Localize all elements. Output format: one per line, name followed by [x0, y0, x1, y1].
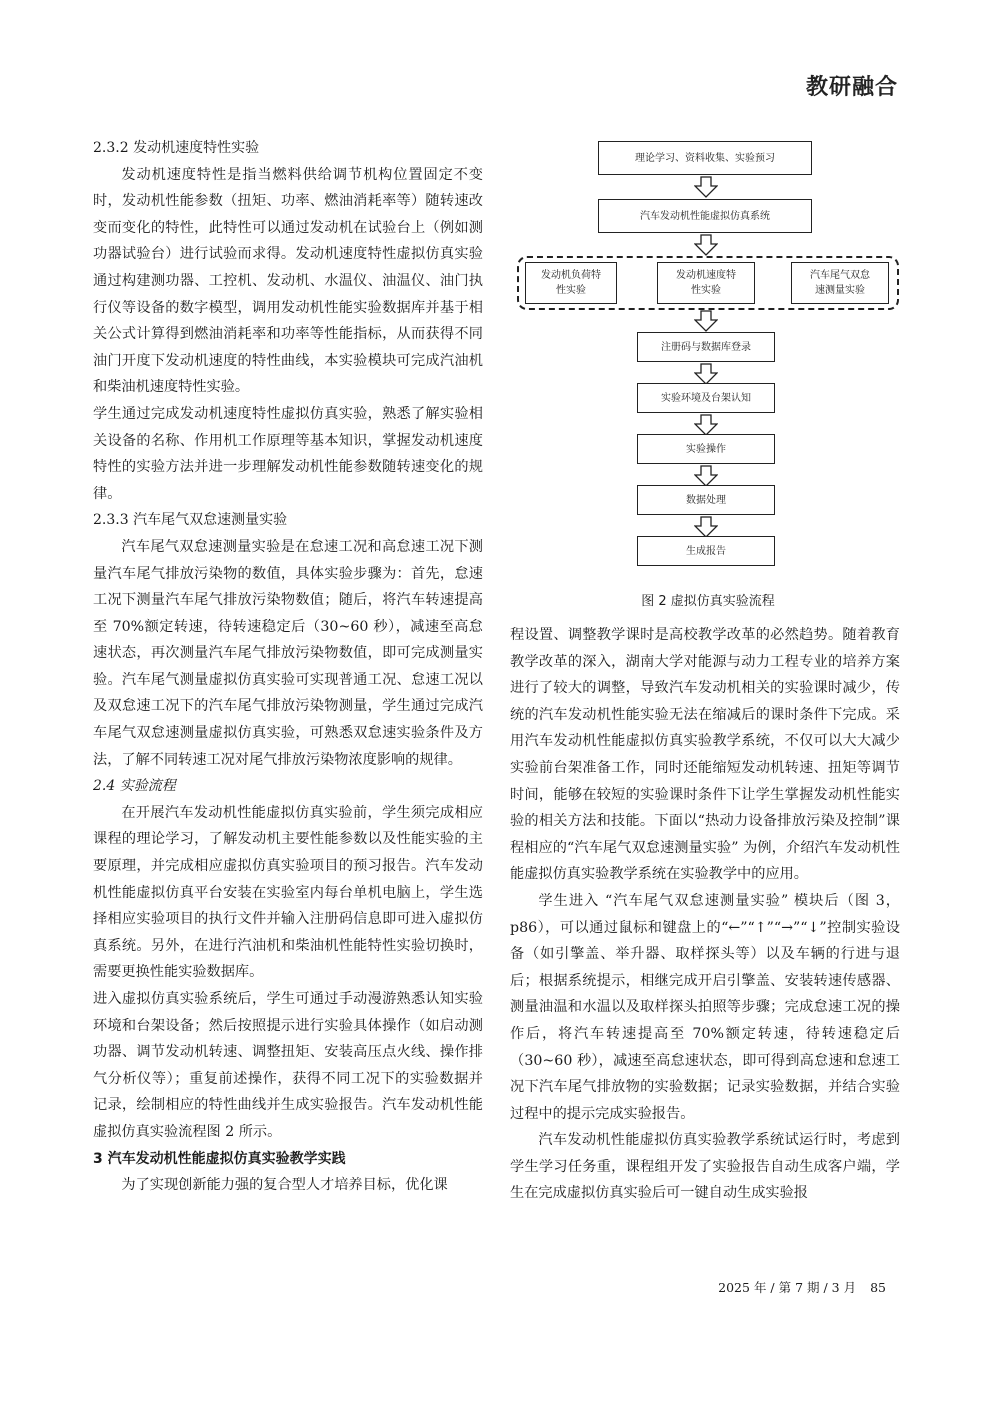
- paragraph: 汽车尾气双怠速测量实验是在怠速工况和高怠速工况下测量汽车尾气排放污染物的数值，具体实验步骤为：首先，怠速工况下测量汽车尾气排放污染物数值；随后，将汽车转速提高至 70%额定转速，待转速稳定后（30~60 秒），减速至高怠速状态，再次测量汽车尾气排放污染物数值，即可完成测量实验。汽车尾气测量虚拟仿真实验可实现普通工况、怠速工况以及双怠速工况下的汽车尾气排放污染物测量，学生通过完成汽车尾气双怠速测量虚拟仿真实验，可熟悉双怠速实验条件及方法，了解不同转速工况对尾气排放污染物浓度影响的规律。: [93, 538, 483, 768]
- page-footer: [718, 1278, 886, 1296]
- page-number: 85: [870, 1280, 886, 1295]
- flow-step-operation: 实验操作: [637, 434, 775, 464]
- flow-branch-exhaust: 汽车尾气双怠 速测量实验: [791, 262, 889, 304]
- flow-step-environment: 实验环境及台架认知: [637, 383, 775, 413]
- paragraph: 为了实现创新能力强的复合型人才培养目标，优化课: [121, 1177, 448, 1194]
- left-column: [93, 135, 483, 1199]
- flow-step-system: 汽车发动机性能虚拟仿真系统: [598, 199, 812, 233]
- flow-branch-load: 发动机负荷特 性实验: [525, 262, 617, 304]
- flow-step-study: 理论学习、资料收集、实验预习: [598, 141, 812, 175]
- flowchart: [513, 130, 903, 590]
- down-arrow-icon: [694, 310, 718, 332]
- heading-3: 3 汽车发动机性能虚拟仿真实验教学实践: [93, 1150, 346, 1167]
- heading-2-3-3: 2.3.3 汽车尾气双怠速测量实验: [93, 512, 288, 529]
- flow-step-login: 注册码与数据库登录: [637, 332, 775, 362]
- paragraph: 汽车发动机性能虚拟仿真实验教学系统试运行时，考虑到学生学习任务重，课程组开发了实验报告自动生成客户端，学生在完成虚拟仿真实验后可一键自动生成实验报: [510, 1132, 900, 1202]
- down-arrow-icon: [694, 176, 718, 198]
- paragraph: 学生通过完成发动机速度特性虚拟仿真实验，熟悉了解实验相关设备的名称、作用机工作原理等基本知识，掌握发动机速度特性的实验方法并进一步理解发动机性能参数随转速变化的规律。: [93, 405, 483, 502]
- paragraph: 发动机速度特性是指当燃料供给调节机构位置固定不变时，发动机性能参数（扭矩、功率、燃油消耗率等）随转速改变而变化的特性，此特性可以通过发动机在试验台上（例如测功器试验台）进行试验而求得。发动机速度特性虚拟仿真实验通过构建测功器、工控机、发动机、水温仪、油温仪、油门执行仪等设备的数字模型，调用发动机性能实验数据库并基于相关公式计算得到燃油消耗率和功率等性能指标，从而获得不同油门开度下发动机速度的特性曲线，本实验模块可完成汽油机和柴油机速度特性实验。: [93, 166, 483, 396]
- heading-2-4: 2.4 实验流程: [93, 778, 176, 795]
- right-column: [510, 622, 900, 1207]
- heading-2-3-2: 2.3.2 发动机速度特性实验: [93, 140, 260, 156]
- down-arrow-icon: [694, 414, 718, 436]
- paragraph: 进入虚拟仿真实验系统后，学生可通过手动漫游熟悉认知实验环境和台架设备；然后按照提示进行实验具体操作（如启动测功器、调节发动机转速、调整扭矩、安装高压点火线、操作排气分析仪等）；重复前述操作，获得不同工况下的实验数据并记录，绘制相应的特性曲线并生成实验报告。汽车发动机性能虚拟仿真实验流程图 2 所示。: [93, 991, 483, 1140]
- paragraph: 程设置、调整教学课时是高校教学改革的必然趋势。随着教育教学改革的深入，湖南大学对能源与动力工程专业的培养方案进行了较大的调整，导致汽车发动机相关的实验课时减少，传统的汽车发动机性能实验无法在缩减后的课时条件下完成。采用汽车发动机性能虚拟仿真实验教学系统，不仅可以大大减少实验前台架准备工作，同时还能缩短发动机转速、扭矩等调节时间，能够在较短的实验课时条件下让学生掌握发动机性能实验的相关方法和技能。下面以“热动力设备排放污染及控制”课程相应的“汽车尾气双怠速测量实验” 为例，介绍汽车发动机性能虚拟仿真实验教学系统在实验教学中的应用。: [510, 627, 900, 883]
- issue-info: 2025 年 / 第 7 期 / 3 月: [718, 1280, 857, 1295]
- down-arrow-icon: [694, 234, 718, 256]
- down-arrow-icon: [694, 516, 718, 538]
- figure-caption: 图 2 虚拟仿真实验流程: [641, 594, 775, 609]
- paragraph: 在开展汽车发动机性能虚拟仿真实验前，学生须完成相应课程的理论学习，了解发动机主要性能参数以及性能实验的主要原理，并完成相应虚拟仿真实验项目的预习报告。汽车发动机性能虚拟仿真平台安装在实验室内每台单机电脑上，学生选择相应实验项目的执行文件并输入注册码信息即可进入虚拟仿真系统。另外，在进行汽油机和柴油机性能特性实验切换时，需要更换性能实验数据库。: [93, 804, 483, 981]
- down-arrow-icon: [694, 465, 718, 487]
- down-arrow-icon: [694, 363, 718, 385]
- flow-step-report: 生成报告: [637, 536, 775, 566]
- section-brand-title: 教研融合: [805, 75, 898, 100]
- paragraph: 学生进入 “汽车尾气双怠速测量实验” 模块后（图 3，p86），可以通过鼠标和键盘上的“←”“↑”“→”“↓”控制实验设备（如引擎盖、举升器、取样探头等）以及车辆的行进与退后；根据系统提示，相继完成开启引擎盖、安装转速传感器、测量油温和水温以及取样探头拍照等步骤；完成怠速工况的操作后，将汽车转速提高至 70%额定转速，待转速稳定后（30~60 秒），减速至高怠速状态，即可得到高怠速和怠速工况下汽车尾气排放物的实验数据；记录实验数据，并结合实验过程中的提示完成实验报告。: [510, 892, 900, 1122]
- flow-branch-speed: 发动机速度特 性实验: [657, 262, 755, 304]
- flow-step-data: 数据处理: [637, 485, 775, 515]
